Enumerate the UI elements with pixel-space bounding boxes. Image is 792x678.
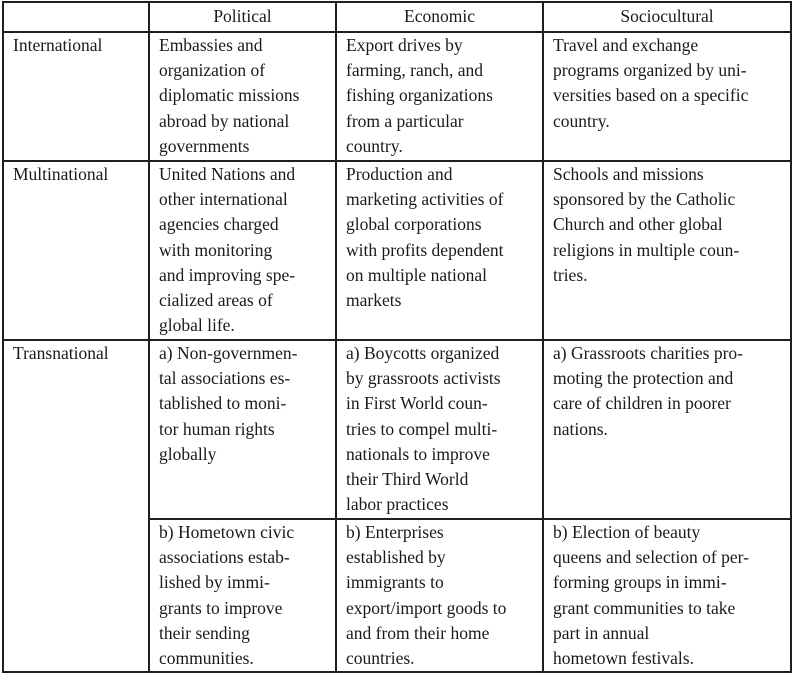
table-row	[3, 32, 791, 161]
table-row	[3, 340, 791, 519]
header-political: Political	[149, 2, 336, 32]
cell-international-sociocultural: Travel and exchange programs organized by uni- versities based on a specific country.	[543, 32, 791, 161]
cell-multinational-political: United Nations and other international agencies charged with monitoring and improving spe- cialized areas of global life.	[149, 161, 336, 340]
cell-international-political: Embassies and organization of diplomatic missions abroad by national governments	[149, 32, 336, 161]
cell-multinational-sociocultural: Schools and missions sponsored by the Catholic Church and other global religions in multiple coun- tries.	[543, 161, 791, 340]
header-corner-cell	[3, 2, 149, 32]
cell-transnational-b-political: b) Hometown civic associations estab- lished by immi- grants to improve their sending communities.	[149, 519, 336, 672]
row-label-multinational: Multinational	[3, 161, 149, 340]
cell-transnational-b-sociocultural: b) Election of beauty queens and selection of per- forming groups in immi- grant communities to take part in annual hometown festivals.	[543, 519, 791, 672]
row-label-international: International	[3, 32, 149, 161]
header-sociocultural: Sociocultural	[543, 2, 791, 32]
cell-transnational-a-economic: a) Boycotts organized by grassroots activists in First World coun- tries to compel multi- nationals to improve their Third World labor practices	[336, 340, 543, 519]
cell-transnational-a-sociocultural: a) Grassroots charities pro- moting the protection and care of children in poorer nations.	[543, 340, 791, 519]
cell-multinational-economic: Production and marketing activities of global corporations with profits dependent on multiple national markets	[336, 161, 543, 340]
typology-table	[2, 1, 792, 673]
cell-transnational-a-political: a) Non-governmen- tal associations es- tablished to moni- tor human rights globally	[149, 340, 336, 519]
row-label-transnational: Transnational	[3, 340, 149, 672]
header-row	[3, 2, 791, 32]
header-economic: Economic	[336, 2, 543, 32]
cell-international-economic: Export drives by farming, ranch, and fishing organizations from a particular country.	[336, 32, 543, 161]
cell-transnational-b-economic: b) Enterprises established by immigrants to export/import goods to and from their home countries.	[336, 519, 543, 672]
table-row	[3, 161, 791, 340]
